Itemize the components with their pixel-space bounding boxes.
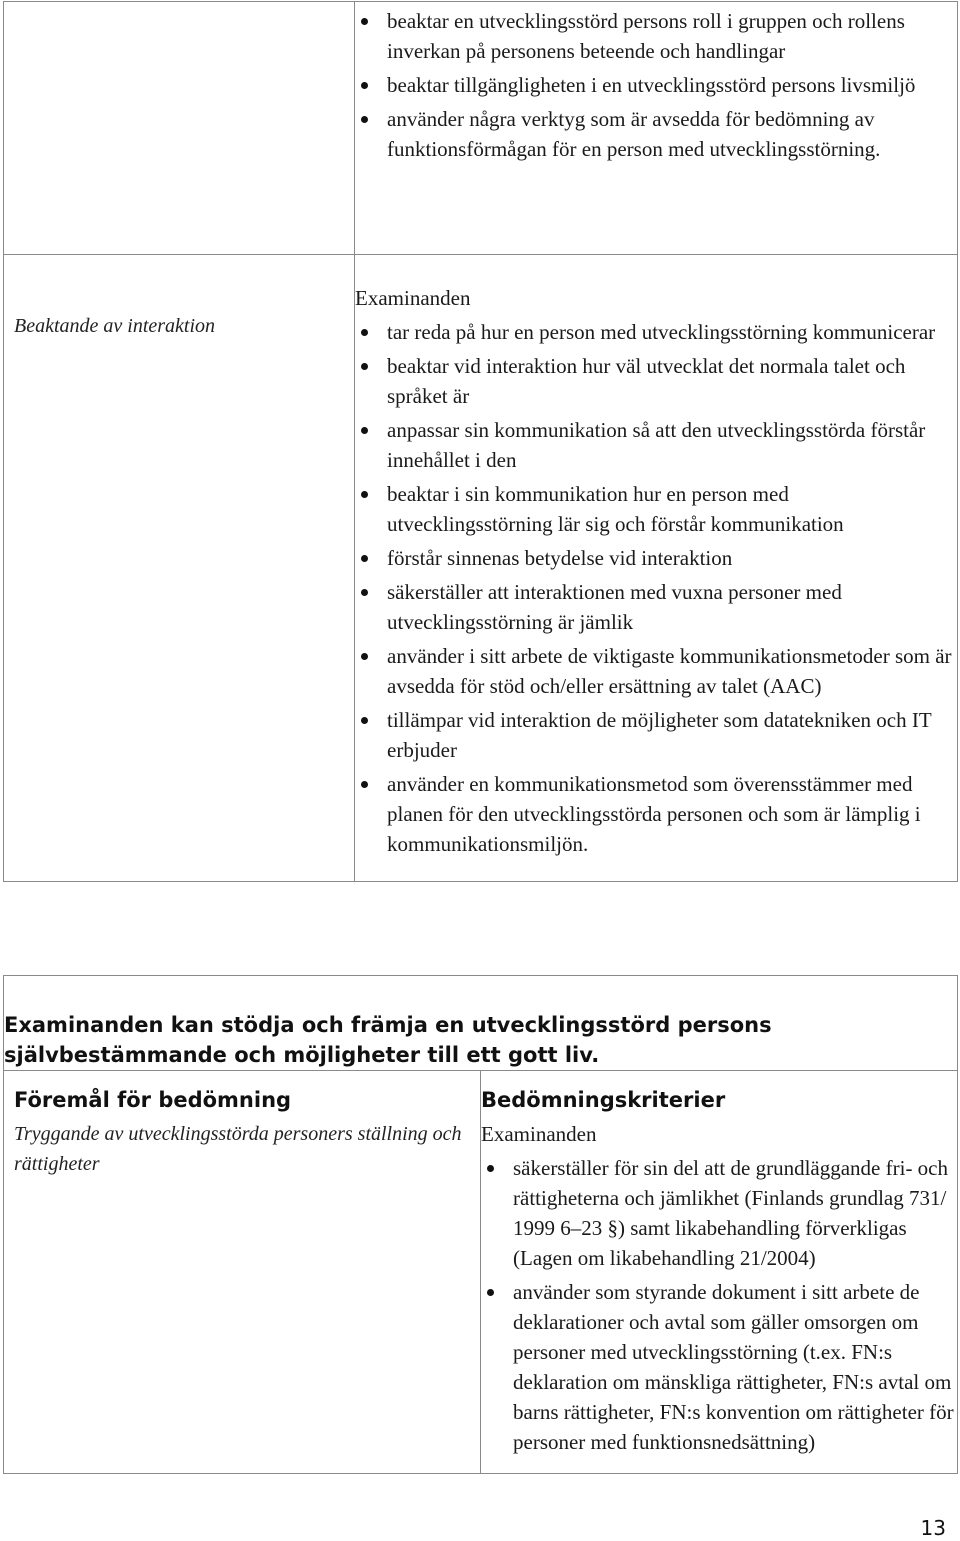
list-item: använder i sitt arbete de viktigaste kommunikationsmetoder som är avsedda för stöd och/eller ersättning av talet (AAC) xyxy=(355,641,957,701)
list-item: använder några verktyg som är avsedda för bedömning av funktionsförmågan för en person med utvecklingsstörning. xyxy=(355,104,957,164)
column-header-criteria: Bedömningskriterier xyxy=(481,1088,726,1112)
list-item: beaktar tillgängligheten i en utvecklingsstörd persons livsmiljö xyxy=(355,70,957,100)
assessment-object xyxy=(4,255,355,882)
page-number: 13 xyxy=(920,1516,946,1540)
criteria-table-2 xyxy=(3,975,958,1474)
list-item: beaktar vid interaktion hur väl utvecklat det normala talet och språket är xyxy=(355,351,957,411)
table-row xyxy=(4,1071,958,1474)
empty-cell xyxy=(4,2,355,255)
criteria-list xyxy=(355,6,957,164)
table-row xyxy=(4,2,958,255)
assessment-object-label: Tryggande av utvecklingsstörda personers ställning och rättigheter xyxy=(14,1123,462,1175)
list-item: säkerställer för sin del att de grundläggande fri- och rättigheterna och jämlikhet (Finlands grundlag 731/ 1999 6–23 §) samt likabehandling förverkligas (Lagen om likabehandling 21/2004) xyxy=(481,1153,957,1273)
examinee-label: Examinanden xyxy=(481,1122,597,1146)
list-item: förstår sinnenas betydelse vid interaktion xyxy=(355,543,957,573)
examinee-label: Examinanden xyxy=(355,286,471,310)
list-item: tillämpar vid interaktion de möjligheter som datatekniken och IT erbjuder xyxy=(355,705,957,765)
criteria-cell xyxy=(355,2,958,255)
column-header-assessment-object: Föremål för bedömning xyxy=(14,1088,292,1112)
list-item: säkerställer att interaktionen med vuxna personer med utvecklingsstörning är jämlik xyxy=(355,577,957,637)
list-item: använder en kommunikationsmetod som överensstämmer med planen för den utvecklingsstörda personen och som är lämplig i kommunikationsmiljön. xyxy=(355,769,957,859)
criteria-cell xyxy=(355,255,958,882)
assessment-object-cell xyxy=(4,1071,481,1474)
list-item: anpassar sin kommunikation så att den utvecklingsstörda förstår innehållet i den xyxy=(355,415,957,475)
list-item: beaktar en utvecklingsstörd persons roll i gruppen och rollens inverkan på personens beteende och handlingar xyxy=(355,6,957,66)
table-row xyxy=(4,255,958,882)
table-row xyxy=(4,976,958,1071)
criteria-cell xyxy=(481,1071,958,1474)
section-title: Examinanden kan stödja och främja en utvecklingsstörd persons självbestämmande och möjligheter till ett gott liv. xyxy=(4,976,958,1071)
assessment-object-label: Beaktande av interaktion xyxy=(14,315,216,337)
criteria-list xyxy=(481,1153,957,1457)
list-item: tar reda på hur en person med utvecklingsstörning kommunicerar xyxy=(355,317,957,347)
list-item: beaktar i sin kommunikation hur en person med utvecklingsstörning lär sig och förstår kommunikation xyxy=(355,479,957,539)
criteria-table-1 xyxy=(3,1,958,882)
list-item: använder som styrande dokument i sitt arbete de deklarationer och avtal som gäller omsorgen om personer med utvecklingsstörning (t.ex. FN:s deklaration om mänskliga rättigheter, FN:s avtal om barns rättigheter, FN:s konvention om rättigheter för personer med funktionsnedsättning) xyxy=(481,1277,957,1457)
criteria-list xyxy=(355,317,957,859)
